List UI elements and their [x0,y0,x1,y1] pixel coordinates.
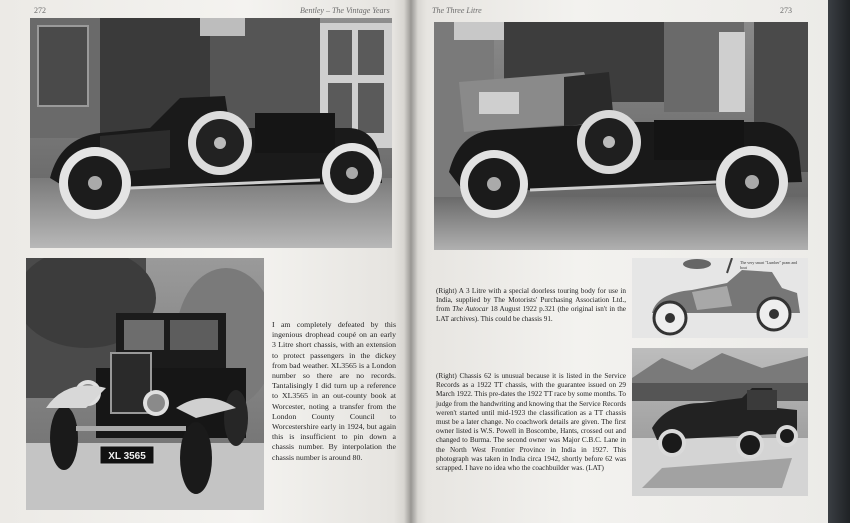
caption-1-text-b: 18 August 1922 p.321 (the original isn't in the LAT archives). This could be chassis 91. [436,305,626,323]
number-plate: XL 3565 [108,451,146,462]
magazine-caption: The very smart "Lumber" pram and boat [740,260,798,270]
caption-1-publication: The Autocar [452,305,489,314]
book-cover-edge [828,0,850,523]
caption-1-text-a: (Right) A 3 Litre with a special doorless touring body for use in India, supplied by The Motorists' Purchasing Association Ltd., from [436,287,626,314]
photo-three-litre-touring [434,22,808,250]
left-running-head: Bentley – The Vintage Years [300,6,390,15]
photo-magazine-cutting [632,258,808,338]
right-page-number: 273 [780,6,792,15]
photo-roadster-side [30,18,392,248]
right-running-head: The Three Litre [432,6,482,15]
left-page-number: 272 [34,6,46,15]
caption-special-touring-body [436,287,626,324]
left-page [0,0,410,523]
photo-drophead-coupe [26,258,264,510]
left-body-text: I am completely defeated by this ingenious drophead coupé on an early 3 Litre short chassis, with an extension to protect passengers in the dickey from bad weather. XL3565 is a London number so there are no records. Tantalisingly I did turn up a reference to XL3565 in an out-county book at Worcester, noting a transfer from the London County Council to Worcestershire early in 1924, but again this is insufficient to pin down a chassis number. By interpolation the chassis number is around 80. [272,320,396,462]
book-gutter [404,0,418,523]
photo-chassis-62-india [632,348,808,496]
right-page [410,0,830,523]
caption-chassis-62: (Right) Chassis 62 is unusual because it is listed in the Service Records as a 1922 TT chassis, with the guarantee issued on 29 March 1922. This pre-dates the 1922 TT race by some months. To judge from the handwriting and knowing that the Service Records weren't started until mid-1923 the classification as a TT chassis must be a later change. No coachwork details are given. The first owner listed is W.S. Powell in Boscombe, Hants, crossed out and changed to Burma. The second owner was Major C.B.C. Lane in the North West Frontier Province in India in 1927. This photograph was taken in India circa 1942, shortly before 62 was scrapped. I have no idea who the coachbuilder was. (LAT) [436,372,626,473]
